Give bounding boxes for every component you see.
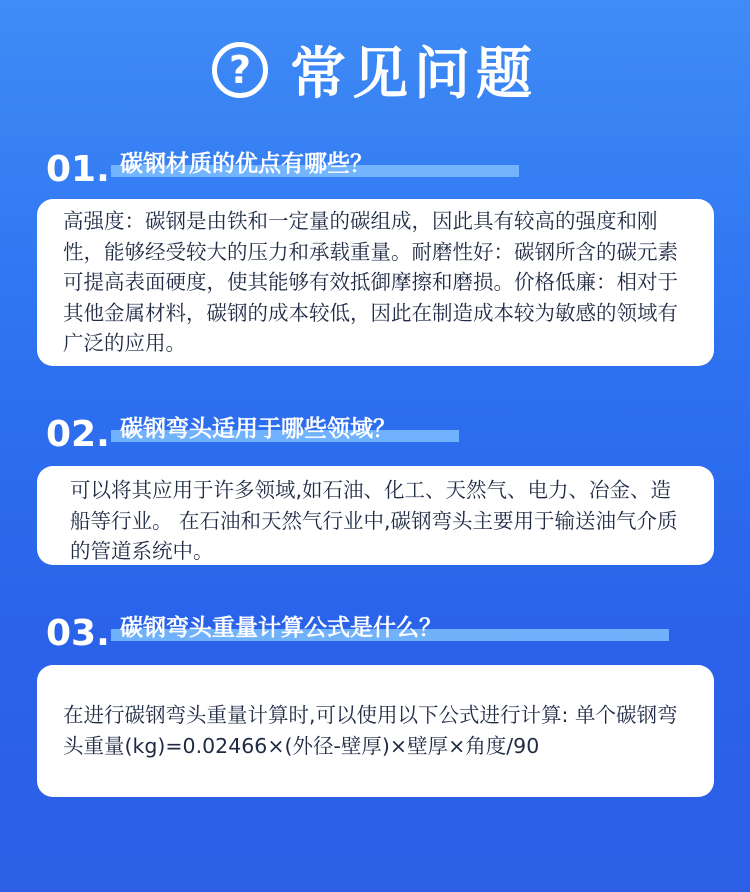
- faq-answer-card-1: [37, 199, 714, 366]
- faq-question: 碳钢弯头适用于哪些领域？: [120, 416, 396, 442]
- faq-question: 碳钢弯头重量计算公式是什么？: [120, 615, 442, 641]
- faq-question: 碳钢材质的优点有哪些？: [120, 151, 373, 177]
- faq-answer: 在进行碳钢弯头重量计算时,可以使用以下公式进行计算: 单个碳钢弯头重量(kg)=0.02466×(外径-壁厚)×壁厚×角度/90: [63, 703, 678, 758]
- faq-answer-card-2: [37, 466, 714, 565]
- faq-answer: 高强度：碳钢是由铁和一定量的碳组成，因此具有较高的强度和刚性，能够经受较大的压力和承载重量。耐磨性好：碳钢所含的碳元素可提高表面硬度，使其能够有效抵御摩擦和磨损。价格低廉：相对于其他金属材料，碳钢的成本较低，因此在制造成本较为敏感的领域有广泛的应用。: [63, 209, 678, 355]
- faq-number: 03.: [46, 613, 110, 654]
- faq-number: 02.: [46, 414, 110, 455]
- question-circle-icon: ?: [212, 42, 268, 98]
- faq-number: 01.: [46, 149, 110, 190]
- page-header: [0, 30, 750, 110]
- faq-heading-1: [0, 145, 750, 195]
- faq-heading-3: [0, 609, 750, 659]
- page-title: 常见问题: [290, 42, 538, 107]
- faq-heading-2: [0, 410, 750, 460]
- faq-answer-card-3: [37, 665, 714, 797]
- faq-answer: 可以将其应用于许多领域,如石油、化工、天然气、电力、冶金、造船等行业。 在石油和天然气行业中,碳钢弯头主要用于输送油气介质的管道系统中。: [70, 478, 678, 563]
